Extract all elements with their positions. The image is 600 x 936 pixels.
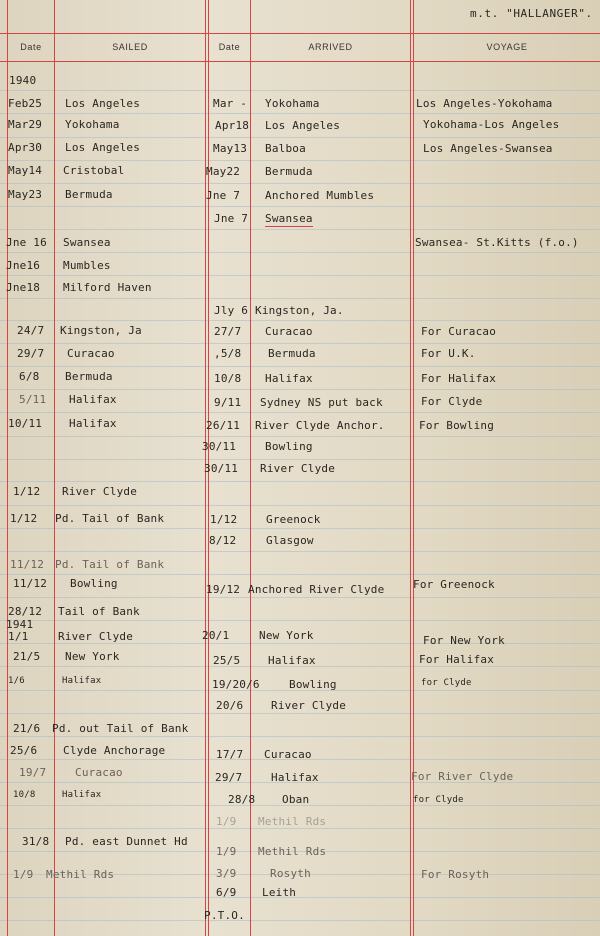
ruled-line	[0, 897, 600, 898]
header-bottom-rule	[0, 61, 600, 62]
arrived-date: May13	[213, 142, 248, 155]
voyage: Los Angeles-Yokohama	[416, 97, 553, 110]
header-voyage: VOYAGE	[486, 42, 528, 52]
arrived-place: Halifax	[271, 771, 319, 784]
arrived-date: Jly 6	[214, 304, 249, 317]
sailed-place: Pd. Tail of Bank	[55, 512, 165, 525]
arrived-place: Rosyth	[270, 867, 311, 880]
sailed-date: 1941	[6, 618, 34, 631]
arrived-place: Leith	[262, 886, 297, 899]
ruled-line	[0, 620, 600, 621]
ruled-line	[0, 528, 600, 529]
sailed-date: 25/6	[10, 744, 38, 757]
sailed-place: Curacao	[67, 347, 115, 360]
arrived-date: 20/1	[202, 629, 230, 642]
ruled-line	[0, 229, 600, 230]
arrived-place: Bowling	[289, 678, 337, 691]
ruled-line	[0, 298, 600, 299]
header-sailed: SAILED	[112, 42, 148, 52]
arrived-date: Jne 7	[206, 189, 241, 202]
arrived-date: 6/9	[216, 886, 237, 899]
voyage: for Clyde	[413, 795, 464, 805]
sailed-date: 10/11	[8, 417, 43, 430]
sailed-date: Jne18	[6, 281, 41, 294]
arrived-place: Halifax	[265, 372, 313, 385]
arrived-date: 19/20/6	[212, 678, 260, 691]
voyage: For New York	[423, 634, 505, 647]
ruled-line	[0, 389, 600, 390]
ruled-line	[0, 597, 600, 598]
sailed-date: 11/12	[10, 558, 45, 571]
sailed-date: 1/12	[10, 512, 38, 525]
arrived-place: Greenock	[266, 513, 321, 526]
ruled-line	[0, 505, 600, 506]
ruled-line	[0, 713, 600, 714]
voyage: Los Angeles-Swansea	[423, 142, 553, 155]
sailed-date: 28/12	[8, 605, 43, 618]
header-sailed-date: Date	[20, 42, 42, 52]
arrived-date: Mar -	[213, 97, 248, 110]
column-line	[410, 0, 411, 936]
sailed-date: Mar29	[8, 118, 43, 131]
arrived-place: Anchored River Clyde	[248, 583, 385, 596]
sailed-place: River Clyde	[58, 630, 134, 643]
sailed-date: Jne 16	[6, 236, 47, 249]
sailed-place: Mumbles	[63, 259, 111, 272]
arrived-date: 17/7	[216, 748, 244, 761]
arrived-place: New York	[259, 629, 314, 642]
sailed-date: 11/12	[13, 577, 48, 590]
sailed-date: 21/5	[13, 650, 41, 663]
sailed-place: Curacao	[75, 766, 123, 779]
ruled-line	[0, 90, 600, 91]
ruled-line	[0, 252, 600, 253]
sailed-place: Bermuda	[65, 370, 113, 383]
arrived-place: Kingston, Ja.	[255, 304, 344, 317]
sailed-date: May14	[8, 164, 43, 177]
sailed-date: 31/8	[22, 835, 50, 848]
arrived-place: Halifax	[268, 654, 316, 667]
arrived-place: Swansea	[265, 212, 313, 225]
arrived-place: Curacao	[265, 325, 313, 338]
arrived-date: 10/8	[214, 372, 242, 385]
arrived-place: Yokohama	[265, 97, 320, 110]
voyage: Swansea- St.Kitts (f.o.)	[415, 236, 579, 249]
voyage: For Bowling	[419, 419, 495, 432]
arrived-date: 1/9	[216, 815, 237, 828]
ruled-line	[0, 160, 600, 161]
ruled-line	[0, 113, 600, 114]
arrived-date: 25/5	[213, 654, 241, 667]
sailed-date: 1940	[9, 74, 37, 87]
arrived-place: Oban	[282, 793, 310, 806]
sailed-place: Methil Rds	[46, 868, 115, 881]
voyage: For Rosyth	[421, 868, 490, 881]
arrived-date: 28/8	[228, 793, 256, 806]
arrived-date: 27/7	[214, 325, 242, 338]
sailed-place: Los Angeles	[65, 141, 141, 154]
ruled-line	[0, 459, 600, 460]
arrived-place: Los Angeles	[265, 119, 341, 132]
voyage: For U.K.	[421, 347, 476, 360]
sailed-date: 21/6	[13, 722, 41, 735]
ruled-line	[0, 320, 600, 321]
arrived-date: Jne 7	[214, 212, 249, 225]
arrived-place: Bowling	[265, 440, 313, 453]
sailed-place: Kingston, Ja	[60, 324, 142, 337]
arrived-date: 26/11	[206, 419, 241, 432]
arrived-place: River Clyde	[260, 462, 336, 475]
arrived-place: Bermuda	[268, 347, 316, 360]
header-arrived-date: Date	[218, 42, 241, 52]
voyage: For Clyde	[421, 395, 483, 408]
sailed-date: 1/9	[13, 868, 34, 881]
voyage: For River Clyde	[411, 770, 514, 783]
sailed-place: Pd. east Dunnet Hd	[65, 835, 188, 848]
arrived-date: May22	[206, 165, 241, 178]
sailed-place: New York	[65, 650, 120, 663]
sailed-date: 5/11	[19, 393, 47, 406]
arrived-place: Methil Rds	[258, 845, 327, 858]
ruled-line	[0, 275, 600, 276]
sailed-place: Milford Haven	[63, 281, 152, 294]
arrived-date: 3/9	[216, 867, 237, 880]
sailed-place: Halifax	[62, 676, 102, 686]
arrived-place: Methil Rds	[258, 815, 327, 828]
sailed-place: Halifax	[62, 790, 102, 800]
ruled-line	[0, 343, 600, 344]
arrived-date: 29/7	[215, 771, 243, 784]
sailed-place: Cristobal	[63, 164, 125, 177]
voyage: Yokohama-Los Angeles	[423, 118, 560, 131]
sailed-place: Clyde Anchorage	[63, 744, 166, 757]
sailed-place: Halifax	[69, 417, 117, 430]
sailed-place: Bowling	[70, 577, 118, 590]
ruled-line	[0, 481, 600, 482]
voyage: For Halifax	[419, 653, 495, 666]
arrived-date: 1/12	[210, 513, 238, 526]
arrived-place: River Clyde Anchor.	[255, 419, 385, 432]
ruled-line	[0, 920, 600, 921]
arrived-date: 30/11	[202, 440, 237, 453]
voyage: For Curacao	[421, 325, 497, 338]
sailed-date: 19/7	[19, 766, 47, 779]
voyage: For Greenock	[413, 578, 495, 591]
arrived-place: River Clyde	[271, 699, 347, 712]
sailed-place: Tail of Bank	[58, 605, 140, 618]
sailed-date: 24/7	[17, 324, 45, 337]
arrived-place: Balboa	[265, 142, 306, 155]
arrived-place: Bermuda	[265, 165, 313, 178]
ruled-line	[0, 551, 600, 552]
arrived-date: 20/6	[216, 699, 244, 712]
arrived-place: Glasgow	[266, 534, 314, 547]
ruled-line	[0, 828, 600, 829]
header-top-rule	[0, 33, 600, 34]
header-arrived: ARRIVED	[308, 42, 353, 52]
ruled-line	[0, 412, 600, 413]
sailed-date: 1/12	[13, 485, 41, 498]
arrived-date: 30/11	[204, 462, 239, 475]
arrived-date: 9/11	[214, 396, 242, 409]
ruled-line	[0, 436, 600, 437]
ruled-line	[0, 736, 600, 737]
ruled-line	[0, 206, 600, 207]
ruled-line	[0, 183, 600, 184]
sailed-date: May23	[8, 188, 43, 201]
sailed-date: Apr30	[8, 141, 43, 154]
arrived-place: Sydney NS put back	[260, 396, 383, 409]
column-line	[54, 0, 55, 936]
sailed-place: Los Angeles	[65, 97, 141, 110]
ruled-line	[0, 574, 600, 575]
sailed-date: 6/8	[19, 370, 40, 383]
sailed-place: River Clyde	[62, 485, 138, 498]
arrived-date: 19/12	[206, 583, 241, 596]
sailed-place: Halifax	[69, 393, 117, 406]
sailed-date: 10/8	[13, 790, 36, 800]
sailed-date: Jne16	[6, 259, 41, 272]
arrived-date: 1/9	[216, 845, 237, 858]
voyage: for Clyde	[421, 678, 472, 688]
ruled-line	[0, 137, 600, 138]
sailed-date: 1/1	[8, 630, 29, 643]
ruled-line	[0, 643, 600, 644]
arrived-date: ,5/8	[214, 347, 242, 360]
ruled-line	[0, 366, 600, 367]
sailed-place: Pd. Tail of Bank	[55, 558, 165, 571]
sailed-date: 1/6	[8, 676, 25, 686]
sailed-date: Feb25	[8, 97, 43, 110]
sailed-place: Pd. out Tail of Bank	[52, 722, 189, 735]
sailed-date: 29/7	[17, 347, 45, 360]
sailed-place: Bermuda	[65, 188, 113, 201]
sailed-place: Swansea	[63, 236, 111, 249]
arrived-date: Apr18	[215, 119, 250, 132]
arrived-place: Anchored Mumbles	[265, 189, 375, 202]
pto-note: P.T.O.	[204, 909, 245, 922]
voyage: For Halifax	[421, 372, 497, 385]
arrived-date: 8/12	[209, 534, 237, 547]
sailed-place: Yokohama	[65, 118, 120, 131]
arrived-place: Curacao	[264, 748, 312, 761]
ship-title: m.t. "HALLANGER".	[470, 7, 593, 20]
